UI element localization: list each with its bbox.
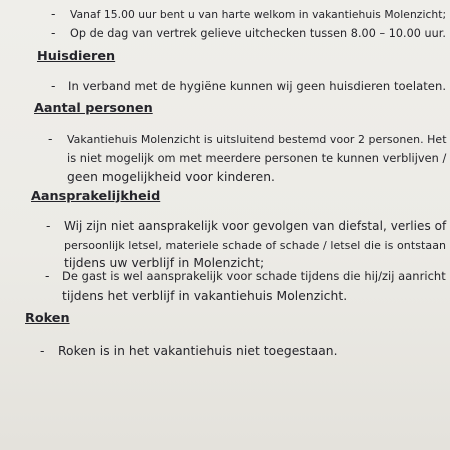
section-heading-aansprakelijkheid: Aansprakelijkheid (31, 189, 161, 204)
checkout-time-text: Op de dag van vertrek gelieve uitchecken tussen 8.00 – 10.00 uur. (70, 27, 447, 40)
bullet-dash: - (40, 344, 45, 358)
persons-rule-line-3: geen mogelijkheid voor kinderen. (67, 170, 276, 184)
bullet-dash: - (51, 7, 56, 21)
guest-liability-line-2: tijdens het verblijf in vakantiehuis Molenzicht. (62, 289, 348, 303)
liability-rule-line-3: tijdens uw verblijf in Molenzicht; (64, 256, 265, 270)
bullet-dash: - (46, 219, 51, 233)
section-heading-roken: Roken (25, 311, 70, 326)
checkin-time-text: Vanaf 15.00 uur bent u van harte welkom in vakantiehuis Molenzicht; (70, 8, 447, 21)
section-heading-aantal-personen: Aantal personen (34, 101, 153, 116)
persons-rule-line-1: Vakantiehuis Molenzicht is uitsluitend bestemd voor 2 personen. Het (67, 133, 447, 146)
pets-rule-text: In verband met de hygiëne kunnen wij geen huisdieren toelaten. (68, 79, 447, 93)
liability-rule-line-2: persoonlijk letsel, materiele schade of schade / letsel die is ontstaan (64, 239, 447, 252)
bullet-dash: - (48, 132, 53, 146)
persons-rule-line-2: is niet mogelijk om met meerdere personen te kunnen verblijven / (67, 151, 447, 165)
liability-rule-line-1: Wij zijn niet aansprakelijk voor gevolgen van diefstal, verlies of (64, 219, 447, 233)
smoking-rule-text: Roken is in het vakantiehuis niet toegestaan. (58, 344, 338, 358)
guest-liability-line-1: De gast is wel aansprakelijk voor schade tijdens die hij/zij aanricht (62, 269, 446, 283)
bullet-dash: - (45, 269, 50, 283)
bullet-dash: - (51, 26, 56, 40)
bullet-dash: - (51, 79, 56, 93)
section-heading-huisdieren: Huisdieren (37, 49, 116, 64)
